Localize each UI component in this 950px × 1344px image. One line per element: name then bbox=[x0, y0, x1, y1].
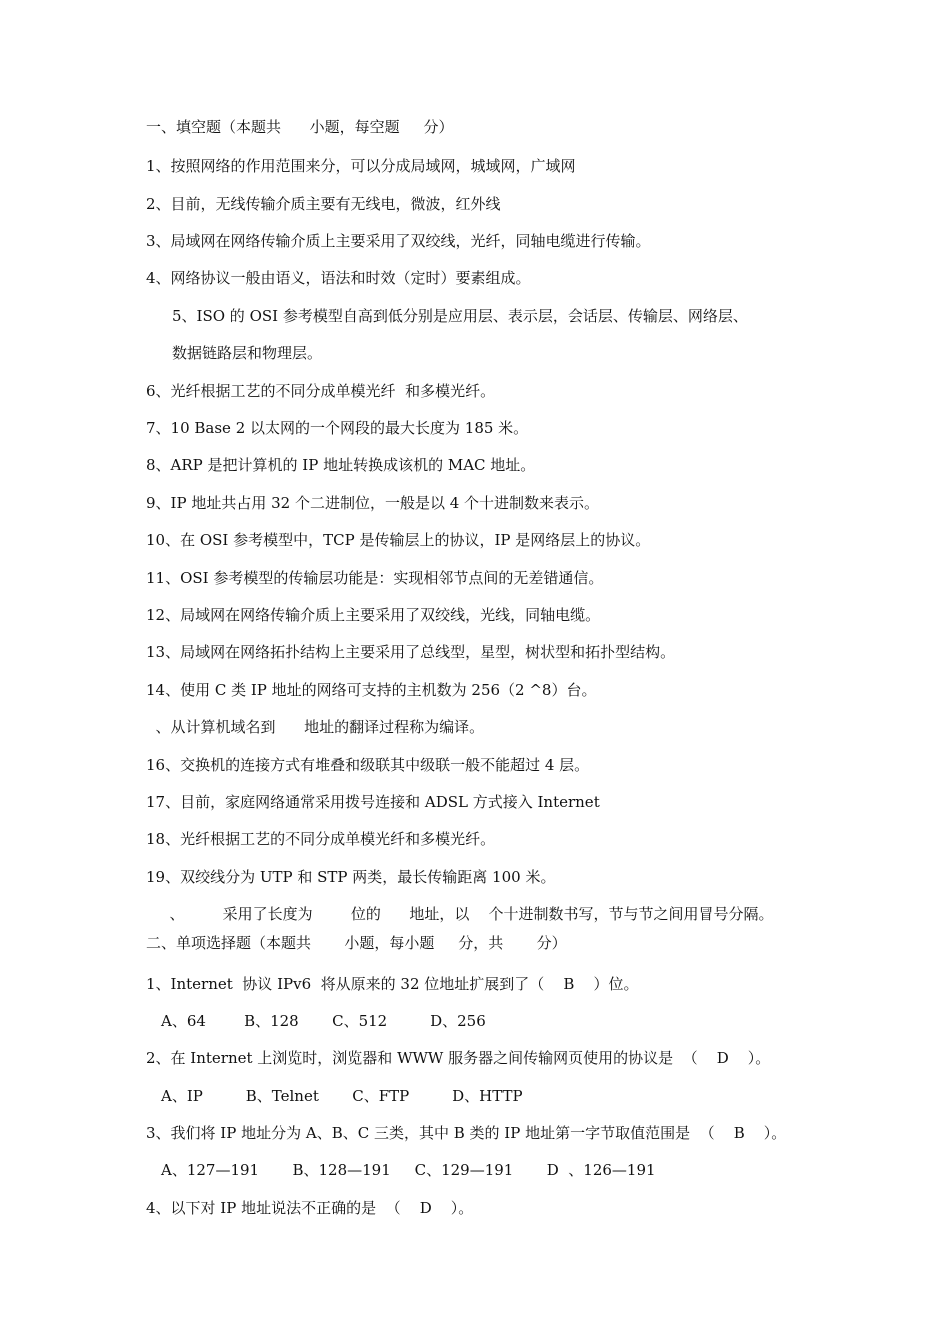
fill-item-4: 4、网络协议一般由语义，语法和时效（定时）要素组成。 bbox=[146, 269, 531, 287]
fill-item-7: 7、10 Base 2 以太网的一个网段的最大长度为 185 米。 bbox=[146, 419, 529, 437]
fill-item-13: 13、局域网在网络拓扑结构上主要采用了总线型，星型，树状型和拓扑型结构。 bbox=[146, 643, 676, 661]
fill-item-17: 17、目前，家庭网络通常采用拨号连接和 ADSL 方式接入 Internet bbox=[146, 793, 600, 811]
choice-question-1: 1、Internet 协议 IPv6 将从原来的 32 位地址扩展到了（ B ）位。 bbox=[146, 975, 639, 993]
choice-question-2: 2、在 Internet 上浏览时，浏览器和 WWW 服务器之间传输网页使用的协议是 （ D ）。 bbox=[146, 1049, 771, 1067]
fill-item-16: 16、交换机的连接方式有堆叠和级联其中级联一般不能超过 4 层。 bbox=[146, 756, 590, 774]
fill-item-5: 5、ISO 的 OSI 参考模型自高到低分别是应用层、表示层，会话层、传输层、网络层、 bbox=[172, 307, 748, 325]
fill-item-6: 6、光纤根据工艺的不同分成单模光纤 和多模光纤。 bbox=[146, 382, 496, 400]
fill-item-15: 、从计算机域名到 地址的翻译过程称为编译。 bbox=[146, 718, 485, 736]
choice-options-3: A、127—191 B、128—191 C、129—191 D 、126—191 bbox=[161, 1161, 656, 1179]
fill-item-2: 2、目前，无线传输介质主要有无线电，微波，红外线 bbox=[146, 195, 501, 213]
fill-item-19: 19、双绞线分为 UTP 和 STP 两类，最长传输距离 100 米。 bbox=[146, 868, 556, 886]
fill-item-14: 14、使用 C 类 IP 地址的网络可支持的主机数为 256（2 ^8）台。 bbox=[146, 681, 597, 699]
fill-item-5-continued: 数据链路层和物理层。 bbox=[172, 344, 323, 362]
choice-options-1: A、64 B、128 C、512 D、256 bbox=[161, 1012, 486, 1030]
section1-title: 一、填空题（本题共 小题，每空题 分） bbox=[146, 118, 454, 136]
fill-item-11: 11、OSI 参考模型的传输层功能是：实现相邻节点间的无差错通信。 bbox=[146, 569, 604, 587]
fill-item-12: 12、局域网在网络传输介质上主要采用了双绞线，光线，同轴电缆。 bbox=[146, 606, 601, 624]
fill-item-20: 、 采用了长度为 位的 地址，以 个十进制数书写，节与节之间用冒号分隔。 bbox=[160, 905, 774, 923]
fill-item-1: 1、按照网络的作用范围来分，可以分成局域网，城域网，广域网 bbox=[146, 157, 576, 175]
choice-question-3: 3、我们将 IP 地址分为 A、B、C 三类，其中 B 类的 IP 地址第一字节取值范围是 （ B ）。 bbox=[146, 1124, 787, 1142]
section2-title: 二、单项选择题（本题共 小题，每小题 分，共 分） bbox=[146, 934, 567, 952]
fill-item-9: 9、IP 地址共占用 32 个二进制位，一般是以 4 个十进制数来表示。 bbox=[146, 494, 600, 512]
fill-item-3: 3、局域网在网络传输介质上主要采用了双绞线，光纤，同轴电缆进行传输。 bbox=[146, 232, 651, 250]
choice-question-4: 4、以下对 IP 地址说法不正确的是 （ D ）。 bbox=[146, 1199, 474, 1217]
fill-item-8: 8、ARP 是把计算机的 IP 地址转换成该机的 MAC 地址。 bbox=[146, 456, 536, 474]
choice-options-2: A、IP B、Telnet C、FTP D、HTTP bbox=[161, 1087, 523, 1105]
fill-item-18: 18、光纤根据工艺的不同分成单模光纤和多模光纤。 bbox=[146, 830, 496, 848]
fill-item-10: 10、在 OSI 参考模型中，TCP 是传输层上的协议，IP 是网络层上的协议。 bbox=[146, 531, 651, 549]
